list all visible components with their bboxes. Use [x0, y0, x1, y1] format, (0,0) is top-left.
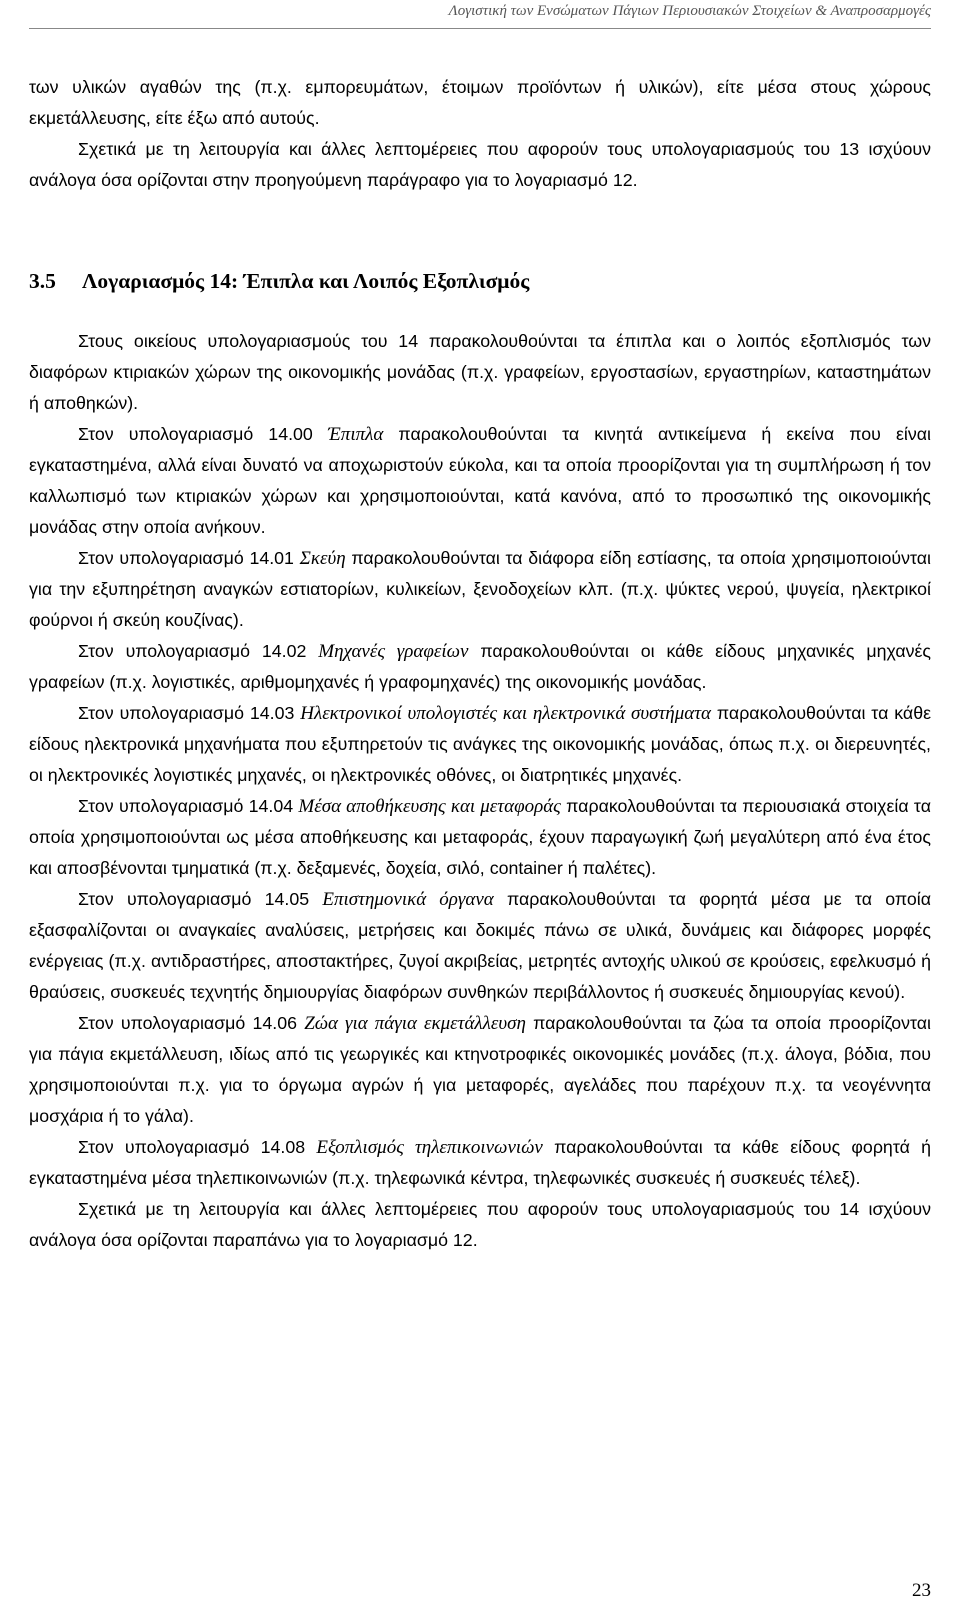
account-term: Μηχανές γραφείων	[318, 641, 469, 662]
account-term: Ηλεκτρονικοί υπολογιστές και ηλεκτρονικά συστήματα	[300, 703, 712, 724]
paragraph-account-14-02	[29, 636, 931, 698]
account-ref: Στον υπολογαριασμό 14.02	[78, 641, 319, 661]
section-body	[29, 326, 931, 1256]
account-ref: Στον υπολογαριασμό 14.01	[78, 548, 300, 568]
paragraph-account-14-06	[29, 1008, 931, 1132]
account-term: Έπιπλα	[327, 424, 384, 445]
paragraph-account-14-08	[29, 1132, 931, 1194]
account-description: παρακολουθούνται τα περιουσιακά στοιχεία τα οποία χρησιμοποιούνται ως μέσα αποθήκευσης και μεταφοράς, έχουν παραγωγική ζωή μεγαλύτερη από ένα έτος και αποσβένονται τμηματικά (π.χ. δεξαμενές, δοχεία, σιλό, container ή παλέτες).	[29, 796, 931, 878]
account-term: Μέσα αποθήκευσης και μεταφοράς	[298, 796, 561, 817]
account-term: Επιστημονικά όργανα	[322, 889, 494, 910]
header-divider	[29, 28, 931, 29]
account-ref: Στον υπολογαριασμό 14.04	[78, 796, 299, 816]
paragraph-lead: Στους οικείους υπολογαριασμούς του 14 παρακολουθούνται τα έπιπλα και ο λοιπός εξοπλισμός των διαφόρων κτιριακών χώρων της οικονομικής μονάδας (π.χ. γραφείων, εργοστασίων, εργαστηρίων, καταστημάτων ή αποθηκών).	[29, 331, 931, 413]
section-heading	[29, 266, 529, 296]
account-description: παρακολουθούνται τα διάφορα είδη εστίασης, τα οποία χρησιμοποιούνται για την εξυπηρέτηση αναγκών εστιατορίων, κυλικείων, ξενοδοχείων κλπ. (π.χ. ψύκτες νερού, ψυγεία, ηλεκτρικοί φούρνοι ή σκεύη κουζίνας).	[29, 548, 931, 630]
account-ref: Στον υπολογαριασμό 14.08	[78, 1137, 317, 1157]
account-description: παρακολουθούνται οι κάθε είδους μηχανικές μηχανές γραφείων (π.χ. λογιστικές, αριθμομηχανές ή γραφομηχανές) της οικονομικής μονάδας.	[29, 641, 931, 692]
account-description: παρακολουθούνται τα κινητά αντικείμενα ή εκείνα που είναι εγκαταστημένα, αλλά είναι δυνατό να αποχωριστούν εύκολα, και τα οποία προορίζονται για τη συμπλήρωση ή τον καλλωπισμό των κτιριακών χώρων και χρησιμοποιούνται, κατά κανόνα, από το προσωπικό της οικονομικής μονάδας στην οποία ανήκουν.	[29, 424, 931, 537]
section-title: Λογαριασμός 14: Έπιπλα και Λοιπός Εξοπλισμός	[82, 269, 530, 293]
paragraph-closing: Σχετικά με τη λειτουργία και άλλες λεπτομέρειες που αφορούν τους υπολογαριασμούς του 14 ισχύουν ανάλογα όσα ορίζονται παραπάνω για το λογαριασμό 12.	[29, 1199, 931, 1250]
paragraph-account-14-00	[29, 419, 931, 543]
running-header: Λογιστική των Ενσώματων Πάγιων Περιουσιακών Στοιχείων & Αναπροσαρμογές	[448, 3, 931, 19]
account-ref: Στον υπολογαριασμό 14.00	[78, 424, 328, 444]
paragraph-account-14-05	[29, 884, 931, 1008]
section-number: 3.5	[29, 269, 56, 293]
account-term: Σκεύη	[299, 548, 346, 569]
account-description: παρακολουθούνται τα κάθε είδους ηλεκτρονικά μηχανήματα που εξυπηρετούν τις ανάγκες της οικονομικής μονάδας, όπως π.χ. οι διερευνητές, οι ηλεκτρονικές λογιστικές μηχανές, οι ηλεκτρονικές οθόνες, οι διατρητικές μηχανές.	[29, 703, 932, 785]
account-ref: Στον υπολογαριασμό 14.06	[78, 1013, 305, 1033]
paragraph-account-14-04	[29, 791, 931, 884]
intro-block	[29, 72, 931, 196]
account-description: παρακολουθούνται τα κάθε είδους φορητά ή εγκαταστημένα μέσα τηλεπικοινωνιών (π.χ. τηλεφωνικά κέντρα, τηλεφωνικές συσκευές ή συσκευές τέλεξ).	[29, 1137, 932, 1188]
paragraph-account-14-01	[29, 543, 931, 636]
account-term: Ζώα για πάγια εκμετάλλευση	[304, 1013, 526, 1034]
account-term: Εξοπλισμός τηλεπικοινωνιών	[316, 1137, 543, 1158]
account-ref: Στον υπολογαριασμό 14.05	[78, 889, 323, 909]
account-ref: Στον υπολογαριασμό 14.03	[78, 703, 301, 723]
page-number: 23	[912, 1580, 931, 1601]
intro-paragraph-continued: των υλικών αγαθών της (π.χ. εμπορευμάτων, έτοιμων προϊόντων ή υλικών), είτε μέσα στους χώρους εκμετάλλευσης, είτε έξω από αυτούς.	[29, 77, 931, 128]
intro-paragraph-account-13: Σχετικά με τη λειτουργία και άλλες λεπτομέρειες που αφορούν τους υπολογαριασμούς του 13 ισχύουν ανάλογα όσα ορίζονται στην προηγούμενη παράγραφο για το λογαριασμό 12.	[29, 139, 931, 190]
account-description: παρακολουθούνται τα ζώα τα οποία προορίζονται για πάγια εκμετάλλευση, ιδίως από τις γεωργικές και κτηνοτροφικές οικονομικές μονάδες (π.χ. άλογα, βόδια, που χρησιμοποιούνται π.χ. για το όργωμα αγρών ή για μεταφορές, αγελάδες που παρέχουν π.χ. τα νεογέννητα μοσχάρια ή το γάλα).	[29, 1013, 931, 1126]
paragraph-account-14-03	[29, 698, 931, 791]
account-description: παρακολουθούνται τα φορητά μέσα με τα οποία εξασφαλίζονται οι αναγκαίες αναλύσεις, μετρήσεις και δοκιμές πάνω σε υλικά, δυνάμεις και διάφορες μορφές ενέργειας (π.χ. αντιδραστήρες, αποστακτήρες, ζυγοί ακριβείας, μετρητές αντοχής υλικού σε κρούσεις, εφελκυσμό ή θραύσεις, συσκευές τεχνητής δημιουργίας διαφόρων συνθηκών περιβάλλοντος ή συσκευές δημιουργίας κενού).	[29, 889, 932, 1002]
